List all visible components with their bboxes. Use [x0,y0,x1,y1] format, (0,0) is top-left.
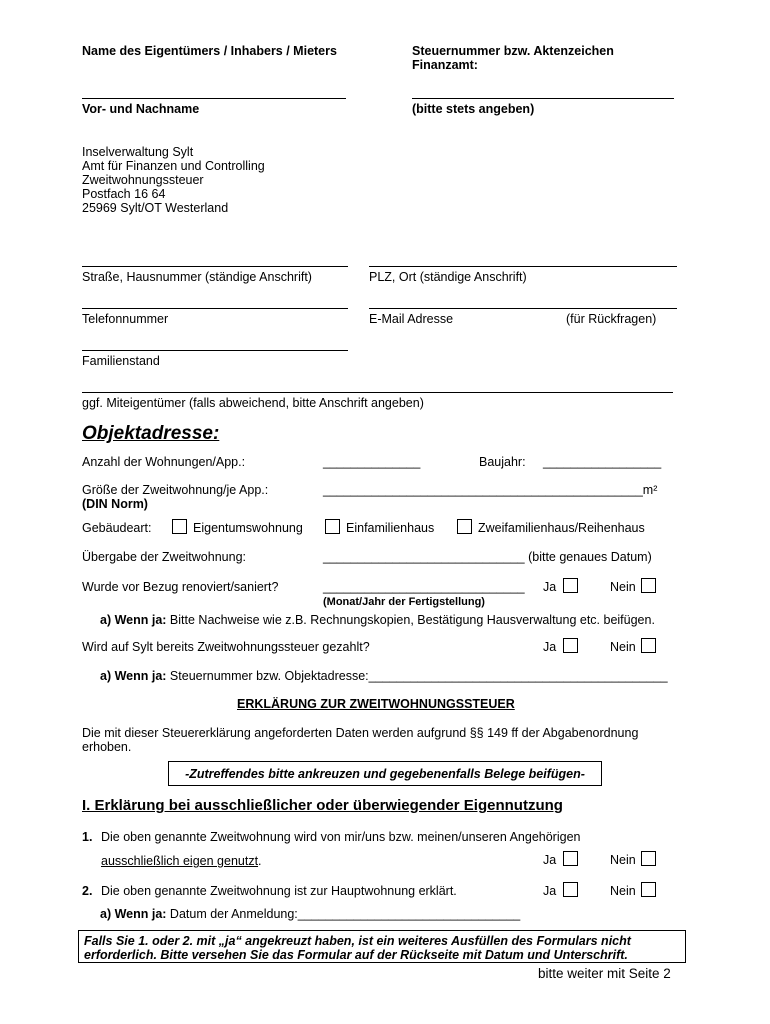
item-number: 2. [82,884,93,898]
continue-note: bitte weiter mit Seite 2 [538,966,671,981]
tax-number-line[interactable] [412,98,674,99]
registration-date-field[interactable]: a) Wenn ja: Datum der Anmeldung:________________________________ [100,907,521,921]
condo-label: Eigentumswohnung [193,521,303,535]
year-label: Baujahr: [479,455,526,469]
declaration-title: ERKLÄRUNG ZUR ZWEITWOHNUNGSSTEUER [237,697,515,711]
item2-text: Die oben genannte Zweitwohnung ist zur Hauptwohnung erklärt. [101,884,457,898]
recipient-line: Inselverwaltung Sylt [82,145,194,159]
item1-text: Die oben genannte Zweitwohnung wird von mir/uns bzw. meinen/unseren Angehörigen [101,830,581,844]
name-line[interactable] [82,98,346,99]
name-caption: Vor- und Nachname [82,102,200,116]
phone-caption: Telefonnummer [82,312,169,326]
email-note: (für Rückfragen) [566,312,657,326]
renovation-note: (Monat/Jahr der Fertigstellung) [323,596,485,608]
email-line[interactable] [369,308,677,309]
declaration-text: Die mit dieser Steuererklärung angeforderten Daten werden aufgrund §§ 149 ff der Abgabenordnung [82,726,639,740]
city-caption: PLZ, Ort (ständige Anschrift) [369,270,527,284]
phone-line[interactable] [82,308,348,309]
notice-text: -Zutreffendes bitte ankreuzen und gegebenenfalls Belege beifügen- [185,767,585,781]
tax-paid-yes-checkbox[interactable] [563,638,578,653]
renovation-no-label: Nein [610,580,636,594]
email-caption: E-Mail Adresse [369,312,454,326]
tax-paid-if-yes[interactable]: a) Wenn ja: Steuernummer bzw. Objektadresse:___________________________________________ [100,669,668,683]
single-family-checkbox[interactable] [325,519,340,534]
two-family-label: Zweifamilienhaus/Reihenhaus [478,521,645,535]
units-field[interactable]: ______________ [323,455,421,469]
size-label: Größe der Zweitwohnung/je App.: [82,483,269,497]
tax-paid-no-label: Nein [610,640,636,654]
recipient-line: Amt für Finanzen und Controlling [82,159,265,173]
item1-text-continued: ausschließlich eigen genutzt. [101,854,262,868]
item1-no-checkbox[interactable] [641,851,656,866]
item-number: 1. [82,830,93,844]
street-caption: Straße, Hausnummer (ständige Anschrift) [82,270,312,284]
recipient-line: Zweitwohnungssteuer [82,173,204,187]
item1-no-label: Nein [610,853,636,867]
tax-paid-label: Wird auf Sylt bereits Zweitwohnungssteuer gezahlt? [82,640,370,654]
handover-field[interactable]: _____________________________ (bitte genaues Datum) [323,550,652,564]
tax-office-label: Finanzamt: [412,58,478,72]
recipient-line: 25969 Sylt/OT Westerland [82,201,229,215]
handover-label: Übergabe der Zweitwohnung: [82,550,246,564]
item2-yes-checkbox[interactable] [563,882,578,897]
year-field[interactable]: _________________ [543,455,662,469]
renovation-label: Wurde vor Bezug renoviert/saniert? [82,580,279,594]
item1-yes-label: Ja [543,853,557,867]
section-heading: I. Erklärung bei ausschließlicher oder überwiegender Eigennutzung [82,797,563,814]
item2-yes-label: Ja [543,884,557,898]
renovation-yes-label: Ja [543,580,557,594]
marital-status-line[interactable] [82,350,348,351]
declaration-text: erhoben. [82,740,132,754]
units-label: Anzahl der Wohnungen/App.: [82,455,246,469]
tax-paid-yes-label: Ja [543,640,557,654]
recipient-line: Postfach 16 64 [82,187,166,201]
renovation-yes-checkbox[interactable] [563,578,578,593]
building-type-label: Gebäudeart: [82,521,152,535]
coowner-line[interactable] [82,392,673,393]
footer-note-line: erforderlich. Bitte versehen Sie das Formular auf der Rückseite mit Datum und Unterschrift. [84,948,628,962]
two-family-checkbox[interactable] [457,519,472,534]
coowner-caption: ggf. Miteigentümer (falls abweichend, bitte Anschrift angeben) [82,396,424,410]
size-note: (DIN Norm) [82,497,148,511]
tax-number-label: Steuernummer bzw. Aktenzeichen [412,44,614,58]
street-line[interactable] [82,266,348,267]
single-family-label: Einfamilienhaus [346,521,435,535]
condo-checkbox[interactable] [172,519,187,534]
footer-note-line: Falls Sie 1. oder 2. mit „ja“ angekreuzt haben, ist ein weiteres Ausfüllen des Formulars nicht [84,934,631,948]
tax-caption: (bitte stets angeben) [412,102,535,116]
object-heading: Objektadresse: [82,423,220,444]
owner-label: Name des Eigentümers / Inhabers / Mieters [82,44,337,58]
size-field[interactable]: ______________________________________________m² [323,483,658,497]
city-line[interactable] [369,266,677,267]
renovation-if-yes: a) Wenn ja: Bitte Nachweise wie z.B. Rechnungskopien, Bestätigung Hausverwaltung etc. beifügen. [100,613,655,627]
item2-no-label: Nein [610,884,636,898]
marital-status-caption: Familienstand [82,354,160,368]
renovation-no-checkbox[interactable] [641,578,656,593]
item1-yes-checkbox[interactable] [563,851,578,866]
renovation-date-field[interactable]: _____________________________ [323,580,525,594]
item2-no-checkbox[interactable] [641,882,656,897]
tax-paid-no-checkbox[interactable] [641,638,656,653]
